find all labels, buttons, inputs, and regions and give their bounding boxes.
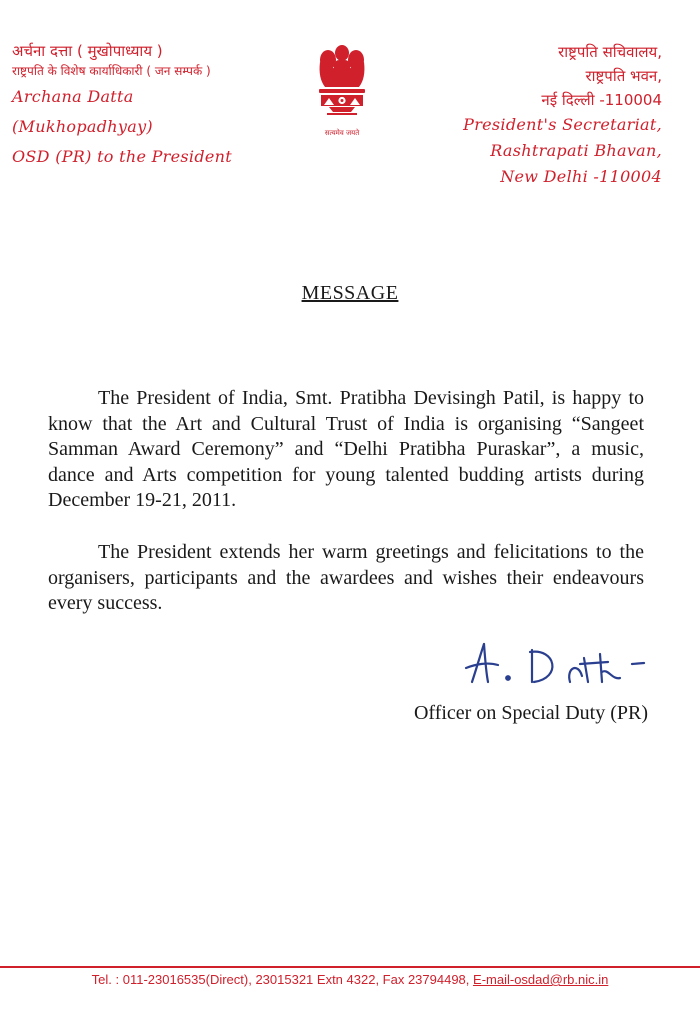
- sender-block: [12, 40, 302, 170]
- emblem-motto: सत्यमेव जयते: [324, 129, 360, 137]
- address-line1: President's Secretariat,: [463, 115, 662, 134]
- address-line3: New Delhi -110004: [500, 167, 662, 186]
- address-line2-hindi: राष्ट्रपति भवन,: [585, 67, 662, 85]
- email-link[interactable]: E-mail-osdad@rb.nic.in: [473, 972, 609, 987]
- message-paragraph-1: The President of India, Smt. Pratibha Devisingh Patil, is happy to know that the Art and Cultural Trust of India is organising “Sangeet Samman Award Ceremony” and “Delhi Pratibha Puraskar”, a music, dance and Arts competition for young talented budding artists during December 19-21, 2011.: [48, 387, 644, 511]
- address-line3-hindi: नई दिल्ली -110004: [541, 91, 662, 109]
- message-paragraph-2: The President extends her warm greetings and felicitations to the organisers, participants and the awardees and wishes their endeavours every success.: [48, 541, 644, 614]
- address-block: [422, 40, 662, 190]
- sender-designation-hindi: राष्ट्रपति के विशेष कार्याधिकारी ( जन सम्पर्क ): [12, 64, 211, 78]
- address-line2: Rashtrapati Bhavan,: [490, 141, 662, 160]
- state-emblem: [302, 40, 382, 138]
- handwritten-signature: [460, 638, 660, 695]
- sender-name-hindi: अर्चना दत्ता ( मुखोपाध्याय ): [12, 42, 163, 60]
- sender-name-maiden: (Mukhopadhyay): [12, 117, 153, 136]
- contact-numbers: Tel. : 011-23016535(Direct), 23015321 Extn 4322, Fax 23794498,: [91, 972, 470, 987]
- message-title: MESSAGE: [301, 282, 399, 304]
- sender-name: Archana Datta: [12, 87, 134, 106]
- footer-divider: [0, 966, 700, 968]
- signatory-designation: Officer on Special Duty (PR): [413, 702, 648, 724]
- address-line1-hindi: राष्ट्रपति सचिवालय,: [558, 43, 662, 61]
- lion-capital-icon: [307, 40, 377, 122]
- footer-contact: [0, 972, 700, 987]
- sender-designation: OSD (PR) to the President: [12, 147, 232, 166]
